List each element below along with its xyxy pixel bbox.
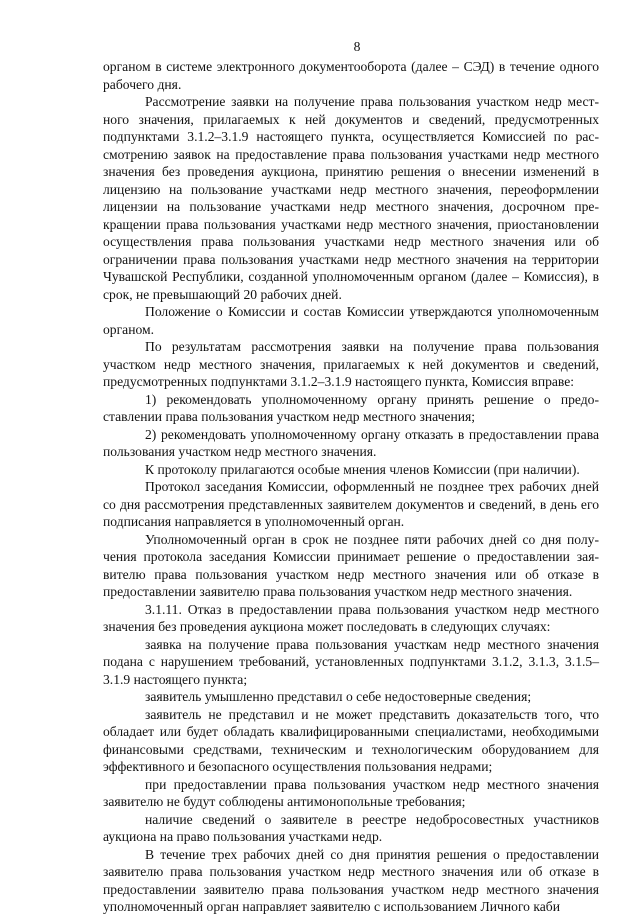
paragraph-9: Уполномоченный орган в срок не позднее пяти рабочих дней со дня получения протокола заседания Комиссии принимает решение о предоставлении заявителю права пользования участком недр местного значения или об отказе в предоставлении заявителю права пользования участком недр местного значения.: [103, 531, 599, 599]
paragraph-8: Протокол заседания Комиссии, оформленный не позднее трех рабочих дней со дня рассмотрения представленных заявителем документов и сведений, в день его подписания направляется в уполномоченный орган.: [103, 479, 599, 529]
paragraph-2: Рассмотрение заявки на получение права пользования участком недр местного значения, прилагаемых к ней документов и сведений, предусмотренных подпунктами 3.1.2–3.1.9 настоящего пункта, осуществляется Комиссией по рассмотрению заявок на предоставление права пользования участками недр местного значения без проведения аукциона, принятию решения о внесении изменений в лицензию на пользование участками недр местного значения, переоформлении лицензии на пользование участками недр местного значения, досрочном прекращении права пользования участками недр местного значения, приостановлении осуществления права пользования участками недр местного значения или об ограничении права пользования участками недр местного значения на территории Чувашской Республики, созданной уполномоченным органом (далее – Комиссия), в срок, не превышающий 20 рабочих дней.: [103, 94, 599, 302]
paragraph-10: 3.1.11. Отказ в предоставлении права пользования участком недр местного значения без проведения аукциона может последовать в следующих случаях:: [103, 601, 599, 634]
paragraph-11: заявка на получение права пользования участкам недр местного значения подана с нарушением требований, установленных подпунктами 3.1.2, 3.1.3, 3.1.5–3.1.9 настоящего пункта;: [103, 636, 599, 687]
paragraph-12: заявитель умышленно представил о себе недостоверные сведения;: [145, 689, 532, 704]
paragraph-6: 2) рекомендовать уполномоченному органу отказать в предоставлении права пользования участком недр местного значения.: [103, 426, 599, 459]
paragraph-14: при предоставлении права пользования участком недр местного значения заявителю не будут соблюдены антимонопольные требования;: [103, 776, 599, 809]
paragraph-1: органом в системе электронного документооборота (далее – СЭД) в течение одного рабочего дня.: [103, 59, 599, 92]
paragraph-16: В течение трех рабочих дней со дня принятия решения о предоставлении заявителю права пользования участком недр местного значения или об отказе в предоставлении заявителю права пользования участком недр местного значения уполномоченный орган направляет заявителю с использованием Личного каби: [103, 846, 599, 914]
paragraph-13: заявитель не представил и не может представить доказательств того, что обладает или будет обладать квалифицированными специалистами, необходимыми финансовыми средствами, техническим и технологическим оборудованием для эффективного и безопасного осуществления пользования недрами;: [103, 706, 599, 774]
paragraph-7: К протоколу прилагаются особые мнения членов Комиссии (при наличии).: [145, 461, 580, 477]
paragraph-5: 1) рекомендовать уполномоченному органу принять решение о предоставлении права пользования участком недр местного значения;: [103, 391, 599, 424]
page-number: 8: [353, 39, 361, 54]
paragraph-15: наличие сведений о заявителе в реестре недобросовестных участников аукциона на право пользования участками недр.: [103, 811, 599, 844]
paragraph-3: Положение о Комиссии и состав Комиссии утверждаются уполномоченным органом.: [103, 304, 599, 337]
paragraph-4: По результатам рассмотрения заявки на получение права пользования участком недр местного значения, прилагаемых к ней документов и сведений, предусмотренных подпунктами 3.1.2–3.1.9 настоящего пункта, Комиссия вправе:: [103, 339, 599, 389]
